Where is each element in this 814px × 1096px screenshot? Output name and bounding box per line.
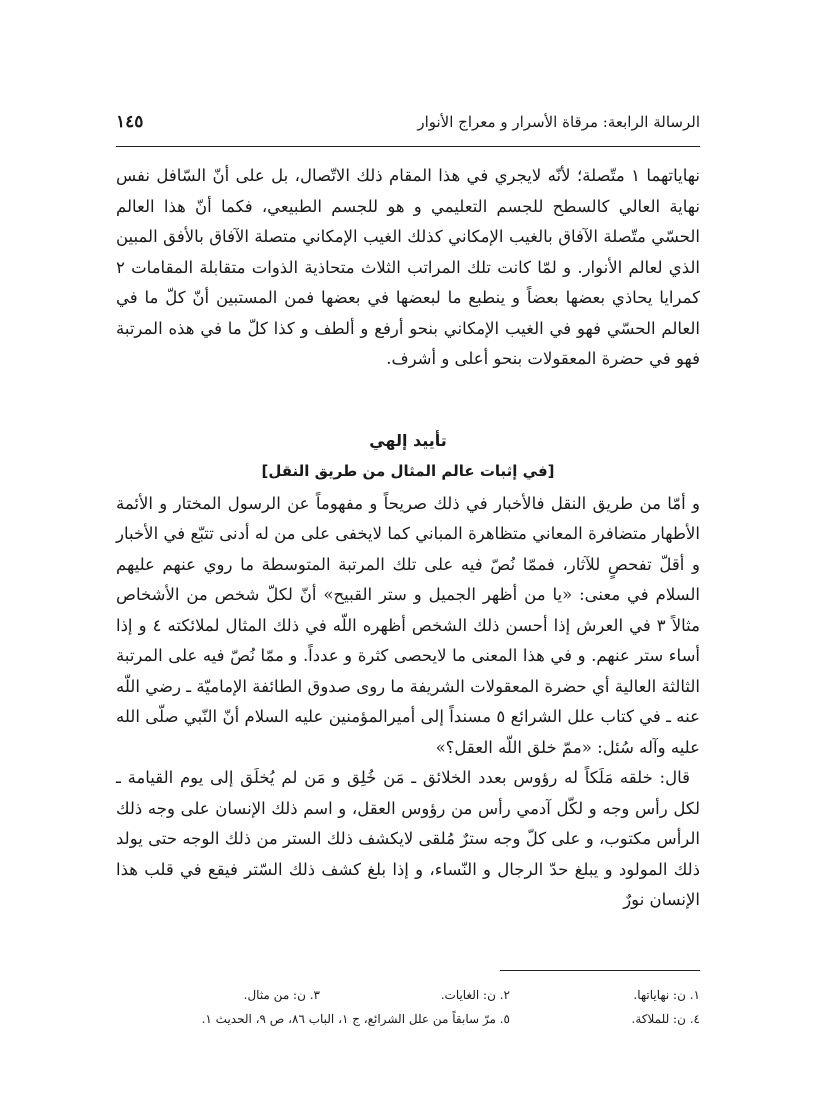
page-body	[116, 112, 700, 916]
paragraph-2: و أمّا من طريق النقل فالأخبار في ذلك صريحاً و مفهوماً عن الرسول المختار و الأئمة الأطهار متضافرة المعاني متظاهرة المباني كما لايخفى على من له أدنى تتبّع في الأخبار و أقلّ تفحصٍ للآثار، فممّا نُصّ فيه على تلك المرتبة المتوسطة ما روي عنهم عليهم السلام في معنى: «يا من أظهر الجميل و ستر القبيح» أنّ لكلّ شخص من الأشخاص مثالاً ٣ في العرش إذا أحسن ذلك الشخص أظهره اللّه في ذلك المثال لملائكته ٤ و إذا أساء ستر عنهم. و في هذا المعنى ما لايحصى كثرة و عدداً. و ممّا نُصّ فيه على المرتبة الثالثة العالية أي حضرة المعقولات الشريفة ما روى صدوق الطائفة الإماميّة ـ رضي اللّه عنه ـ في كتاب علل الشرائع ٥ مسنداً إلى أميرالمؤمنين عليه السلام أنّ النّبي صلّى الله عليه وآله سُئل: «ممّ خلق اللّه العقل؟»	[116, 493, 700, 757]
footnote-row-2	[116, 1007, 700, 1031]
footnote-1: ١. ن: نهاياتها.	[633, 988, 700, 1002]
page-number: ١٤٥	[116, 112, 144, 132]
header-rule	[116, 146, 700, 147]
footnote-3: ٣. ن: من مثال.	[243, 988, 320, 1002]
footnote-rule	[500, 970, 700, 971]
section-subheading: [في إثبات عالم المثال من طريق النقل]	[261, 461, 555, 480]
footnote-2: ٢. ن: الغايات.	[440, 988, 510, 1002]
footnote-5: ٥. مرّ سابقاً من علل الشرائع، ج ١، الباب ٨٦، ص ٩، الحديث ١.	[201, 1012, 510, 1026]
section-heading: تأييد إلهي	[369, 430, 447, 450]
running-header	[116, 112, 700, 146]
footnote-4: ٤. ن: للملاكة.	[631, 1012, 700, 1026]
paragraph-3: قال: خلقه مَلَكاً له رؤوس بعدد الخلائق ـ مَن خُلِق و مَن لم يُخلَق إلى يوم القيامة ـ لكل رأس وجه و لكّل آدمي رأس من رؤوس العقل، و اسم ذلك الإنسان على وجه ذلك الرأس مكتوب، و على كلّ وجه سترٌ مُلقى لايكشف ذلك الستر من ذلك الوجه حتى يولد ذلك المولود و يبلغ حدّ الرجال و النّساء، و إذا بلغ كشف ذلك السّتر فيقع في قلب هذا الإنسان نورٌ	[116, 768, 700, 909]
paragraph-1: نهاياتهما ١ متّصلة؛ لأنّه لايجري في هذا المقام ذلك الاتّصال، بل على أنّ السّافل نفس نهاية العالي كالسطح للجسم التعليمي و هو للجسم الطبيعي، فكما أنّ هذا العالم الحسّي متّصلة الآفاق بالغيب الإمكاني كذلك الغيب الإمكاني متصلة الآفاق بالأفق المبين الذي لعالم الأنوار. و لمّا كانت تلك المراتب الثلاث متحاذية الذوات متقابلة المقامات ٢ كمرايا يحاذي بعضها بعضاً و ينطبع ما لبعضها في بعضها فمن المستبين أنّ كلّ ما في العالم الحسّي فهو في الغيب الإمكاني بنحو أرفع و ألطف و كذا كلّ ما في هذه المرتبة فهو في حضرة المعقولات بنحو أعلى و أشرف.	[116, 166, 700, 368]
footnote-row-1	[116, 983, 700, 1007]
header-title: الرسالة الرابعة: مرقاة الأسرار و معراج الأنوار	[417, 113, 700, 131]
footnotes	[116, 970, 700, 1031]
